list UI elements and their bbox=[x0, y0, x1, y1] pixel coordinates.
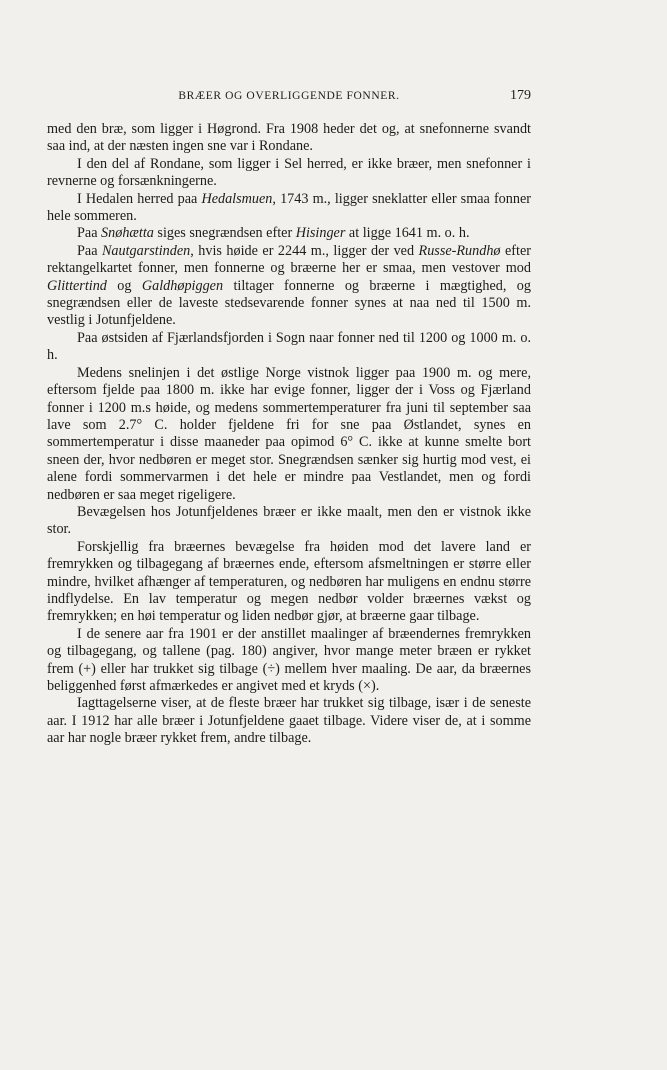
place-name-hedalsmuen: Hedalsmuen bbox=[201, 190, 273, 207]
text-segment: med den bræ, som ligger i Høgrond. Fra 1908 heder det og, at snefonnerne svandt saa ind, at der næsten ingen sne var i Rondane. bbox=[47, 121, 531, 155]
text-segment: , 1743 m., ligger sneklatter eller smaa fonner hele sommeren. bbox=[47, 190, 531, 225]
text-segment: I de senere aar fra 1901 er der anstillet maalinger af bræendernes fremrykken og tilbagegang, og tallene (pag. 180) angiver, hvor mange meter bræen er rykket frem (+) eller har trukket sig tilbage (÷) mellem hver maaling. De aar, da bræernes beliggenhed først afmærkedes er angivet med et kryds (×). bbox=[47, 625, 531, 694]
place-name-nautgarstinden: Nautgarstinden bbox=[101, 242, 191, 259]
text-segment: Forskjellig fra bræernes bevægelse fra høiden mod det lavere land er fremrykken og tilbagegang af bræernes ende, eftersom afsmeltningen er større eller mindre, hvilket afhænger af temperaturen, og nedbøren har muligens en endnu større indflydelse. En lav temperatur og megen nedbør volder bræernes vækst og fremrykken; en høi temperatur og liden nedbør gjør, at bræerne gaar tilbage. bbox=[47, 538, 531, 625]
paragraph-5 bbox=[47, 243, 531, 330]
paragraph-10 bbox=[47, 626, 531, 696]
running-head bbox=[47, 88, 531, 108]
text-segment: Paa østsiden af Fjærlandsfjorden i Sogn naar fonner ned til 1200 og 1000 m. o. h. bbox=[47, 329, 531, 364]
text-segment: Paa bbox=[77, 242, 102, 259]
text-segment: Bevægelsen hos Jotunfjeldenes bræer er ikke maalt, men den er vistnok ikke stor. bbox=[47, 503, 531, 538]
text-segment: siges snegrændsen efter bbox=[153, 225, 296, 242]
page-number: 179 bbox=[510, 88, 531, 103]
place-name-russe-rundho: Russe-Rundhø bbox=[418, 242, 501, 259]
place-name-glittertind: Glittertind bbox=[47, 277, 107, 294]
place-name-galdhopiggen: Galdhøpiggen bbox=[141, 277, 224, 294]
text-segment: , hvis høide er 2244 m., ligger der ved bbox=[190, 242, 419, 259]
paragraph-9 bbox=[47, 539, 531, 626]
text-segment: at ligge 1641 m. o. h. bbox=[345, 225, 470, 242]
paragraph-3 bbox=[47, 191, 531, 226]
paragraph-11 bbox=[47, 695, 531, 747]
paragraph-7 bbox=[47, 365, 531, 504]
text-segment: I Hedalen herred paa bbox=[77, 190, 202, 207]
text-segment: Medens snelinjen i det østlige Norge vistnok ligger paa 1900 m. og mere, eftersom fjelde paa 1800 m. ikke har evige fonner, ligger der i Voss og Fjærland fonner i 1200 m.s høide, og medens sommertemperaturer fra juni til september saa lave som 2.7° C. holder fjeldene fri for sne paa Østlandet, synes en sommertemperatur i disse maaneder paa opimod 6° C. ikke at kunne smelte bort sneen der, hvor nedbøren er meget stor. Snegrændsen sænker sig hurtig mod vest, ei alene fordi sommervarmen i det hele er mindre paa Vestlandet, men og fordi nedbøren er saa meget rigeligere. bbox=[47, 364, 531, 503]
text-segment: tiltager fonnerne og bræerne i mægtighed, og snegrændsen eller de laveste stedsevarende fonner synes at naa ned til 1500 m. vestlig i Jotunfjeldene. bbox=[47, 277, 531, 329]
author-name-hisinger: Hisinger bbox=[295, 225, 346, 242]
paragraph-6 bbox=[47, 330, 531, 365]
text-segment: I den del af Rondane, som ligger i Sel herred, er ikke bræer, men snefonner i revnerne og forsænkningerne. bbox=[47, 155, 531, 190]
text-segment: og bbox=[106, 277, 142, 294]
running-title: BRÆER OG OVERLIGGENDE FONNER. bbox=[178, 90, 400, 102]
text-segment: efter rektangelkartet fonner, men fonnerne og bræerne her er smaa, men vestover mod bbox=[47, 242, 531, 277]
paragraph-2 bbox=[47, 156, 531, 191]
text-segment: Iagttagelserne viser, at de fleste bræer har trukket sig tilbage, især i de seneste aar. I 1912 har alle bræer i Jotunfjeldene gaaet tilbage. Videre viser de, at i somme aar har nogle bræer rykket frem, andre tilbage. bbox=[47, 695, 531, 747]
paragraph-4 bbox=[47, 225, 531, 242]
body-text bbox=[47, 121, 531, 748]
paragraph-8 bbox=[47, 504, 531, 539]
place-name-snohaetta: Snøhætta bbox=[101, 225, 154, 242]
text-segment: Paa bbox=[77, 225, 102, 242]
paragraph-1 bbox=[47, 121, 531, 156]
